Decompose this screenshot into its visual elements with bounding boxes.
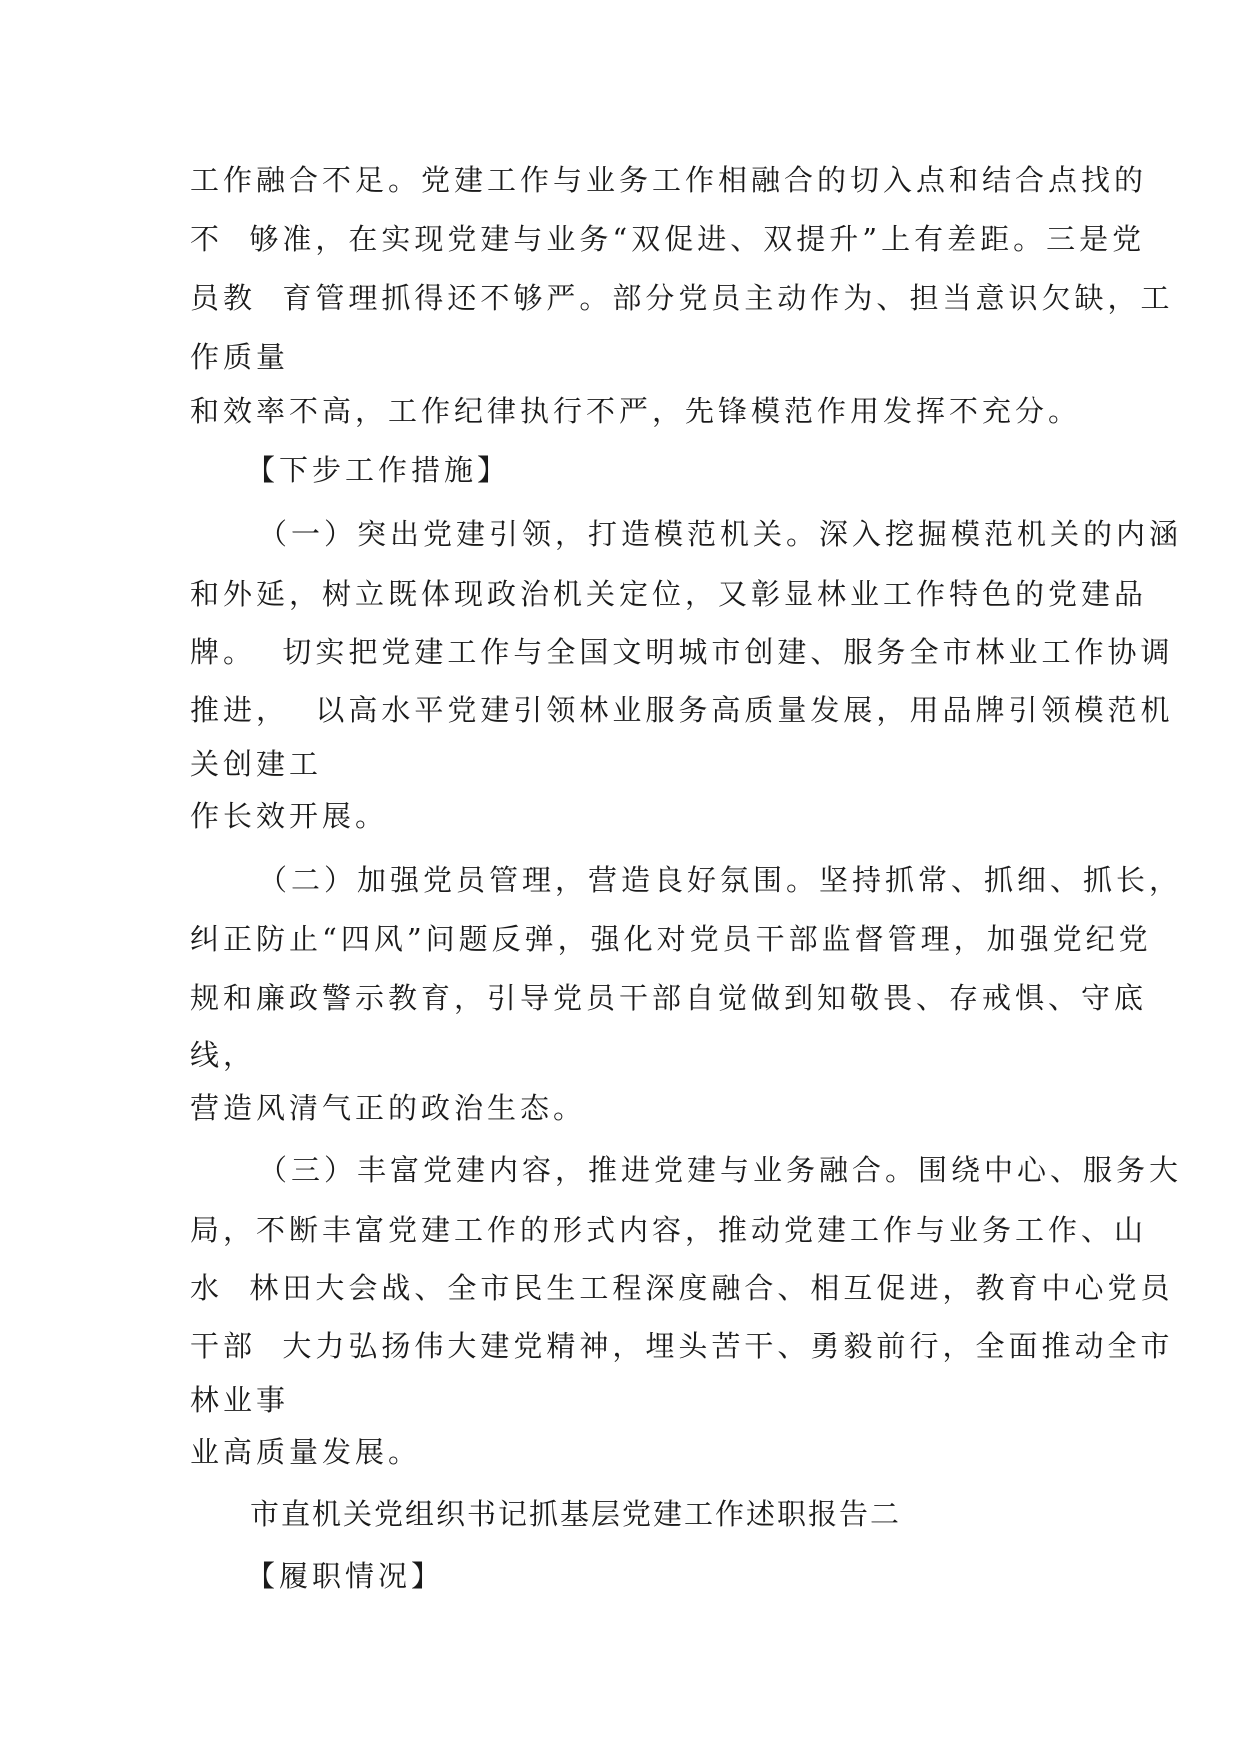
text-line: 线， [190,1038,257,1072]
text-line: 规和廉政警示教育，引导党员干部自觉做到知敬畏、存戒惧、守底 [190,981,1148,1015]
text-line: （二）加强党员管理，营造良好氛围。坚持抓常、抓细、抓长， [258,863,1183,897]
text-line: 关创建工 [190,747,323,781]
text-line: （一）突出党建引领，打造模范机关。深入挖掘模范机关的内涵 [258,517,1183,551]
report-title: 市直机关党组织书记抓基层党建工作述职报告二 [250,1497,902,1531]
text-line: 员教 育管理抓得还不够严。部分党员主动作为、担当意识欠缺，工 [190,281,1174,315]
text-line: 牌。 切实把党建工作与全国文明城市创建、服务全市林业工作协调 [190,635,1174,669]
text-line: 不 够准，在实现党建与业务“双促进、双提升”上有差距。三是党 [190,222,1146,256]
text-line: 推进， 以高水平党建引领林业服务高质量发展，用品牌引领模范机 [190,693,1174,727]
text-line: 作长效开展。 [190,799,389,833]
text-line: 和效率不高，工作纪律执行不严，先锋模范作用发挥不充分。 [190,394,1082,428]
text-line: （三）丰富党建内容，推进党建与业务融合。围绕中心、服务大 [258,1153,1183,1187]
text-line: 纠正防止“四风”问题反弹，强化对党员干部监督管理，加强党纪党 [190,922,1152,956]
text-line: 干部 大力弘扬伟大建党精神，埋头苦干、勇毅前行，全面推动全市 [190,1329,1174,1363]
section-heading-next-steps: 【下步工作措施】 [246,453,511,487]
text-line: 水 林田大会战、全市民生工程深度融合、相互促进，教育中心党员 [190,1271,1174,1305]
text-line: 作质量 [190,340,290,374]
text-line: 和外延，树立既体现政治机关定位，又彰显林业工作特色的党建品 [190,577,1148,611]
text-line: 局，不断丰富党建工作的形式内容，推动党建工作与业务工作、山 [190,1213,1148,1247]
section-heading-duties: 【履职情况】 [246,1559,445,1593]
text-line: 林业事 [190,1383,290,1417]
text-line: 业高质量发展。 [190,1435,422,1469]
text-line: 工作融合不足。党建工作与业务工作相融合的切入点和结合点找的 [190,163,1148,197]
text-line: 营造风清气正的政治生态。 [190,1091,587,1125]
